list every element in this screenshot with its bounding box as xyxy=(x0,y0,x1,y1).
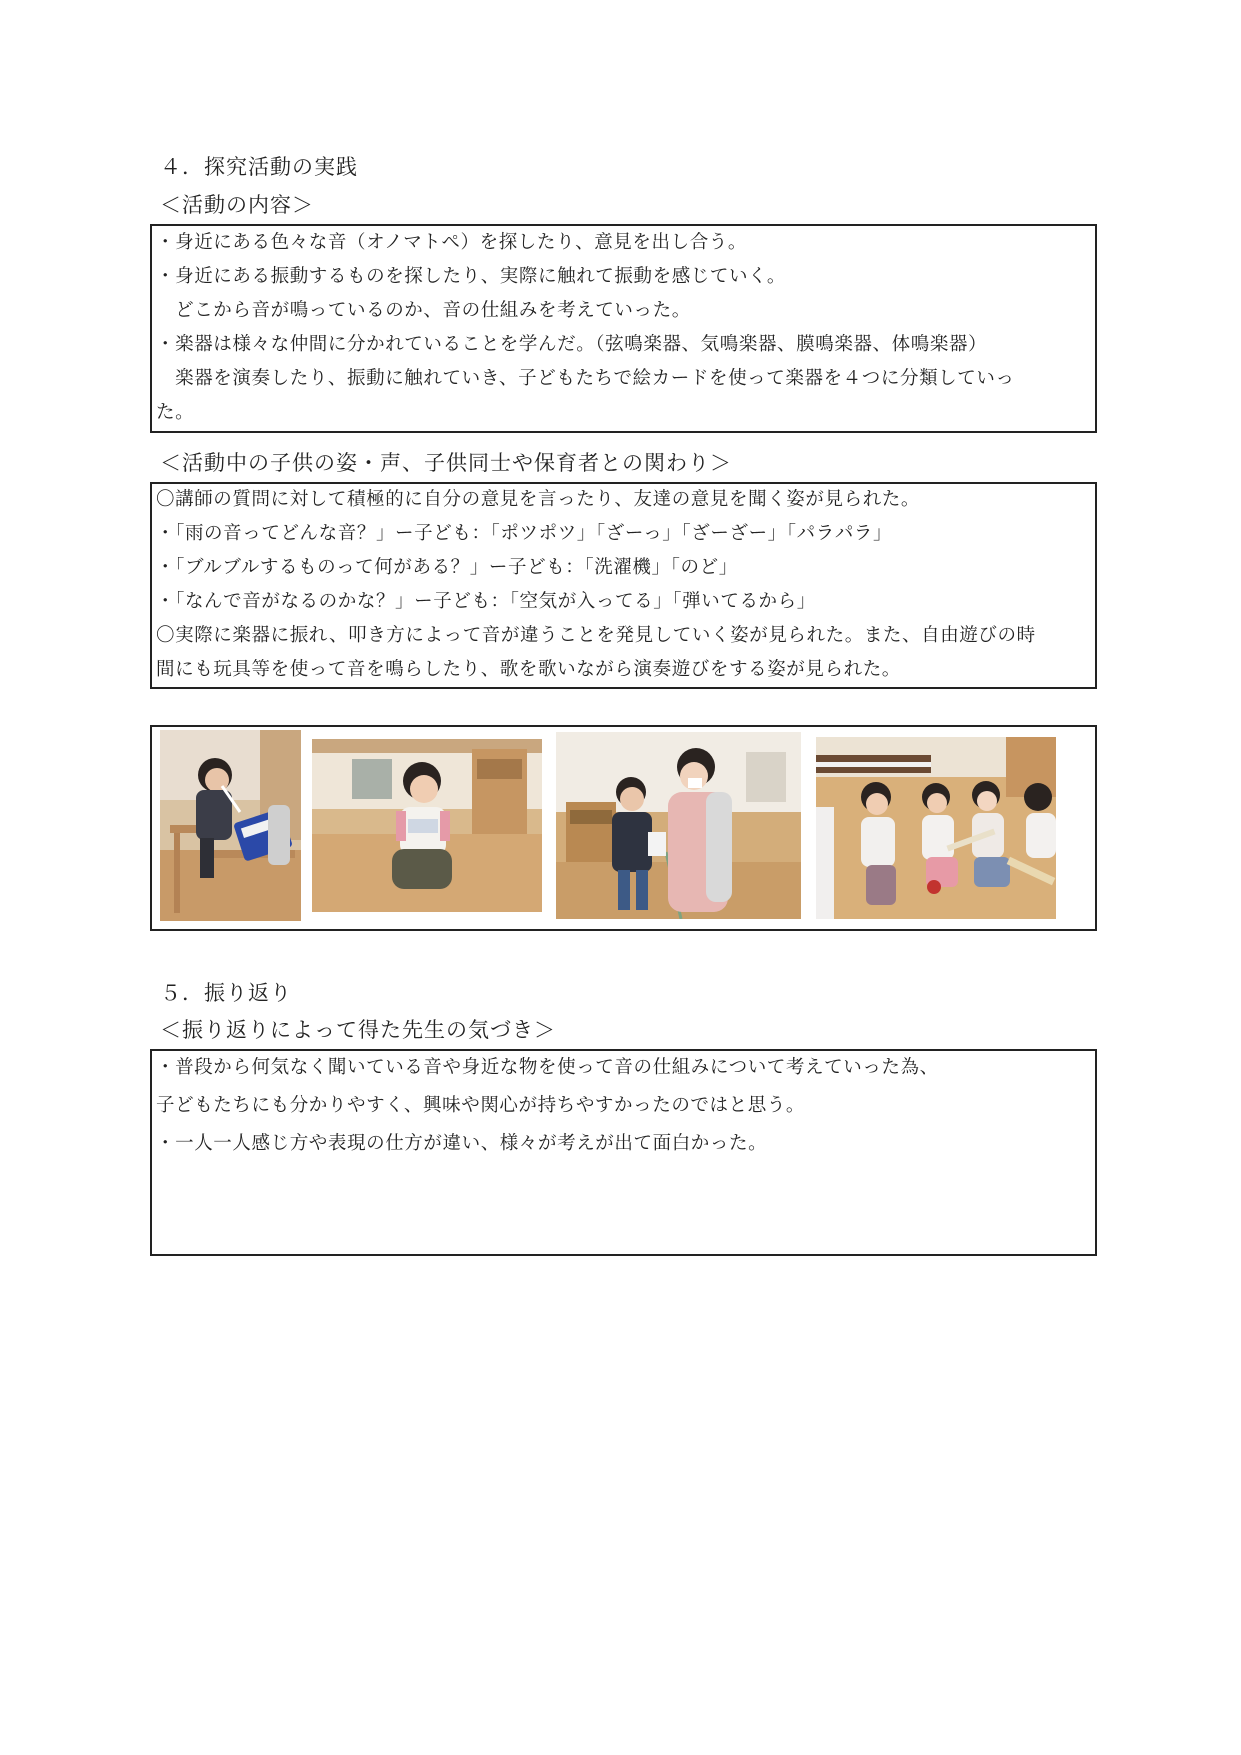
children-observation-heading: ＜活動中の子供の姿・声、子供同士や保育者との関わり＞ xyxy=(160,451,732,475)
content-line: ・身近にある色々な音（オノマトペ）を探したり、意見を出し合う。 xyxy=(156,232,747,253)
content-line: 楽器を演奏したり、振動に触れていき、子どもたちで絵カードを使って楽器を４つに分類していっ xyxy=(156,368,1015,389)
photo-child-with-teacher xyxy=(556,732,801,919)
observation-line: ・「雨の音ってどんな音？」ー子ども：「ポツポツ」「ざーっ」「ざーざー」「パラパラ」 xyxy=(156,523,893,544)
content-line: どこから音が鳴っているのか、音の仕組みを考えていった。 xyxy=(156,300,691,321)
reflection-line: ・普段から何気なく聞いている音や身近な物を使って音の仕組みについて考えていった為、 xyxy=(156,1057,939,1078)
reflection-box xyxy=(150,1049,1097,1256)
observation-line: 間にも玩具等を使って音を鳴らしたり、歌を歌いながら演奏遊びをする姿が見られた。 xyxy=(156,659,901,680)
photo-child-kneeling xyxy=(312,739,542,912)
reflection-line: 子どもたちにも分かりやすく、興味や関心が持ちやすかったのではと思う。 xyxy=(156,1095,806,1116)
activity-content-box xyxy=(150,224,1097,433)
section5-title: ５．振り返り xyxy=(160,981,292,1005)
photo-strip xyxy=(150,725,1097,931)
content-line: た。 xyxy=(156,402,195,423)
photo-children-group xyxy=(816,737,1056,919)
observation-line: 〇講師の質問に対して積極的に自分の意見を言ったり、友達の意見を聞く姿が見られた。 xyxy=(156,489,921,510)
photo-child-melodica xyxy=(160,730,301,921)
content-line: ・楽器は様々な仲間に分かれていることを学んだ。（弦鳴楽器、気鳴楽器、膜鳴楽器、体鳴楽器） xyxy=(156,334,988,355)
content-line: ・身近にある振動するものを探したり、実際に触れて振動を感じていく。 xyxy=(156,266,786,287)
observation-line: ・「ブルブルするものって何がある？」ー子ども：「洗濯機」「のど」 xyxy=(156,557,738,578)
reflection-line: ・一人一人感じ方や表現の仕方が違い、様々が考えが出て面白かった。 xyxy=(156,1133,768,1154)
section4-title: ４．探究活動の実践 xyxy=(160,155,358,179)
reflection-heading: ＜振り返りによって得た先生の気づき＞ xyxy=(160,1018,556,1042)
children-observation-box xyxy=(150,482,1097,689)
observation-line: 〇実際に楽器に振れ、叩き方によって音が違うことを発見していく姿が見られた。また、自由遊びの時 xyxy=(156,625,1036,646)
observation-line: ・「なんで音がなるのかな？」ー子ども：「空気が入ってる」「弾いてるから」 xyxy=(156,591,816,612)
activity-content-heading: ＜活動の内容＞ xyxy=(160,193,314,217)
